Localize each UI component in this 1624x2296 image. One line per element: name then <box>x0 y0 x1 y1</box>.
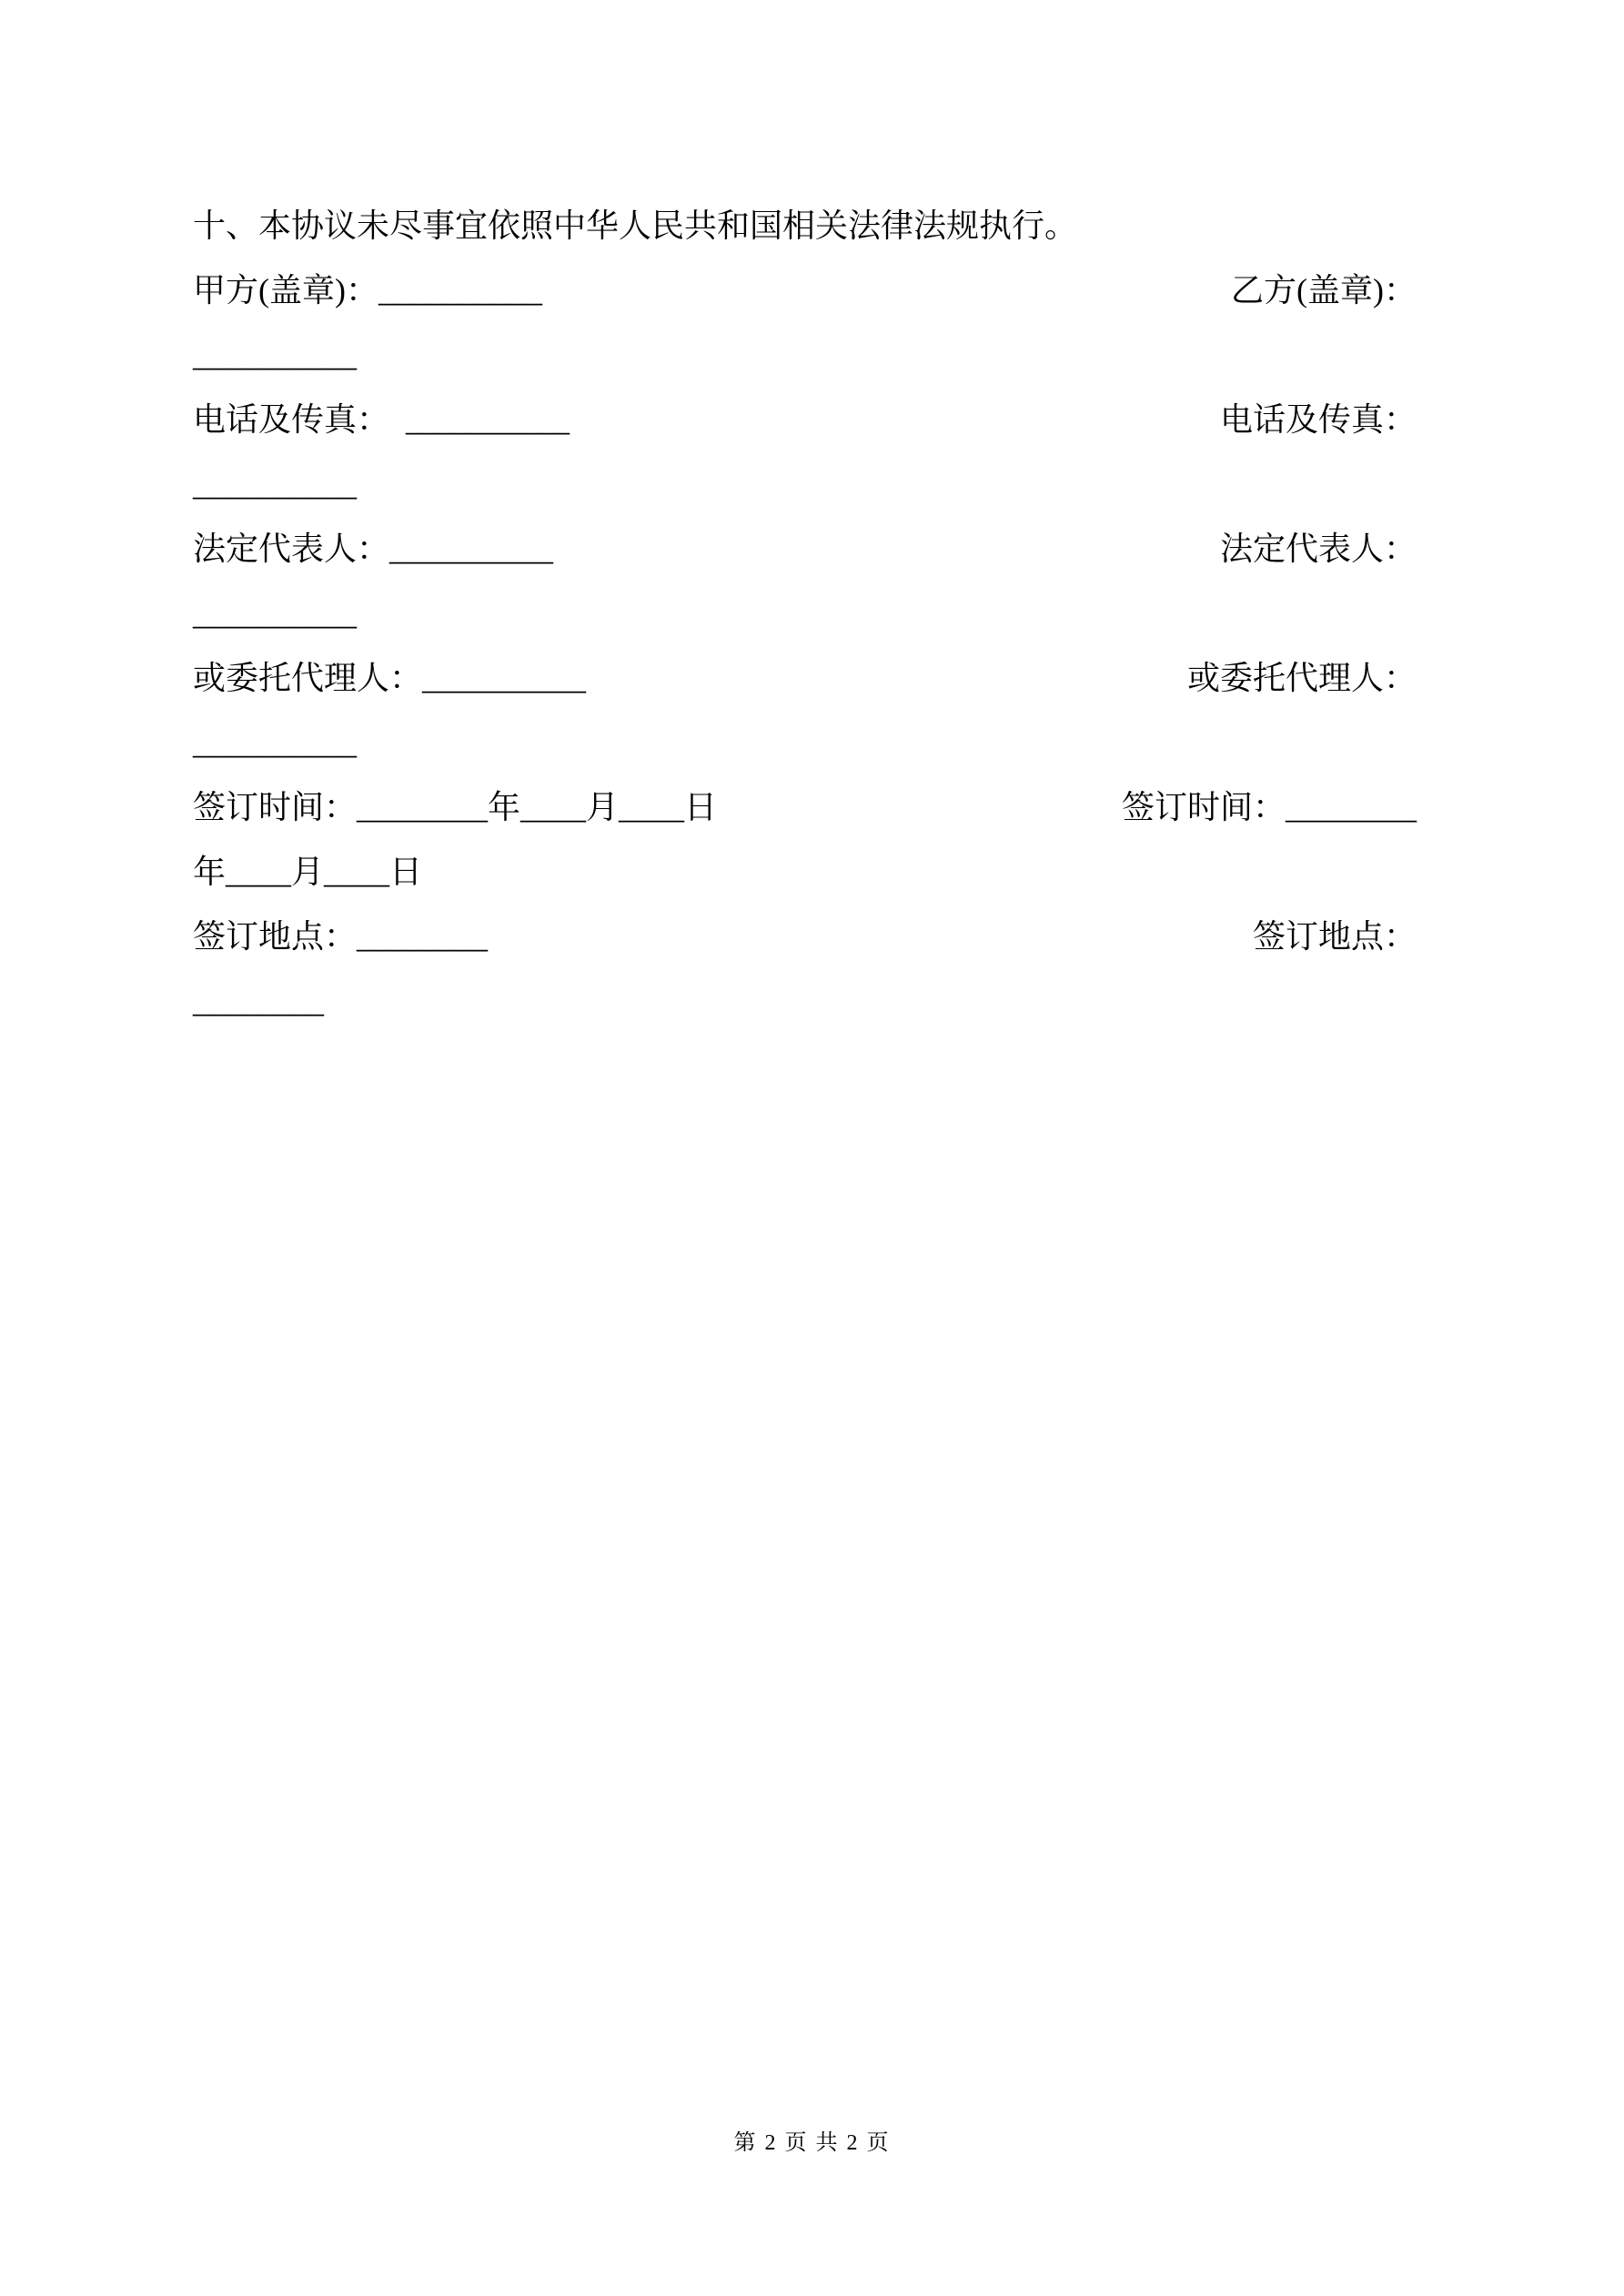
party-b-signing-place-label: 签订地点： <box>1252 918 1417 955</box>
final-clause-text: 十、本协议未尽事宜依照中华人民共和国相关法律法规执行。 <box>193 207 1078 244</box>
party-b-agent-blank: __________ <box>193 724 357 761</box>
signing-place-row <box>193 905 1417 969</box>
signing-time-row <box>193 775 1417 840</box>
party-b-signing-place-blank: ________ <box>193 983 324 1019</box>
party-b-agent-blank-wrap-line <box>193 711 1417 775</box>
party-b-legal-rep-blank: __________ <box>193 595 357 632</box>
party-a-legal-rep-label-blank: 法定代表人：__________ <box>193 531 554 567</box>
party-a-signing-time-label-blank: 签订时间：________年____月____日 <box>193 789 718 825</box>
party-b-signing-time-label-blank: 签订时间：________ <box>1121 789 1417 825</box>
party-b-legal-rep-blank-wrap-line <box>193 582 1417 646</box>
entrusted-agent-row <box>193 646 1417 711</box>
party-a-seal-label-blank: 甲方(盖章)：__________ <box>193 272 542 308</box>
phone-fax-row <box>193 388 1417 452</box>
contract-signature-block <box>193 194 1417 1034</box>
party-a-signing-place-label-blank: 签订地点：________ <box>193 918 489 955</box>
final-clause-line <box>193 194 1417 258</box>
party-b-phone-fax-blank-wrap-line <box>193 452 1417 517</box>
party-b-signing-place-blank-wrap-line <box>193 969 1417 1034</box>
party-b-legal-rep-label: 法定代表人： <box>1219 531 1417 567</box>
page-number-footer: 第 2 页 共 2 页 <box>733 2131 891 2155</box>
party-b-signing-date-blank: 年____月____日 <box>193 854 423 890</box>
seal-row <box>193 258 1417 323</box>
party-b-seal-blank-wrap-line <box>193 323 1417 388</box>
legal-representative-row <box>193 517 1417 582</box>
party-b-phone-fax-blank: __________ <box>193 466 357 502</box>
party-b-seal-label: 乙方(盖章)： <box>1231 272 1417 308</box>
party-b-agent-label: 或委托代理人： <box>1186 660 1417 696</box>
party-a-agent-label-blank: 或委托代理人：__________ <box>193 660 587 696</box>
party-b-phone-fax-label: 电话及传真： <box>1219 401 1417 438</box>
party-b-seal-blank: __________ <box>193 337 357 373</box>
party-b-signing-date-wrap-line <box>193 840 1417 905</box>
party-a-phone-fax-label-blank: 电话及传真： __________ <box>193 401 570 438</box>
